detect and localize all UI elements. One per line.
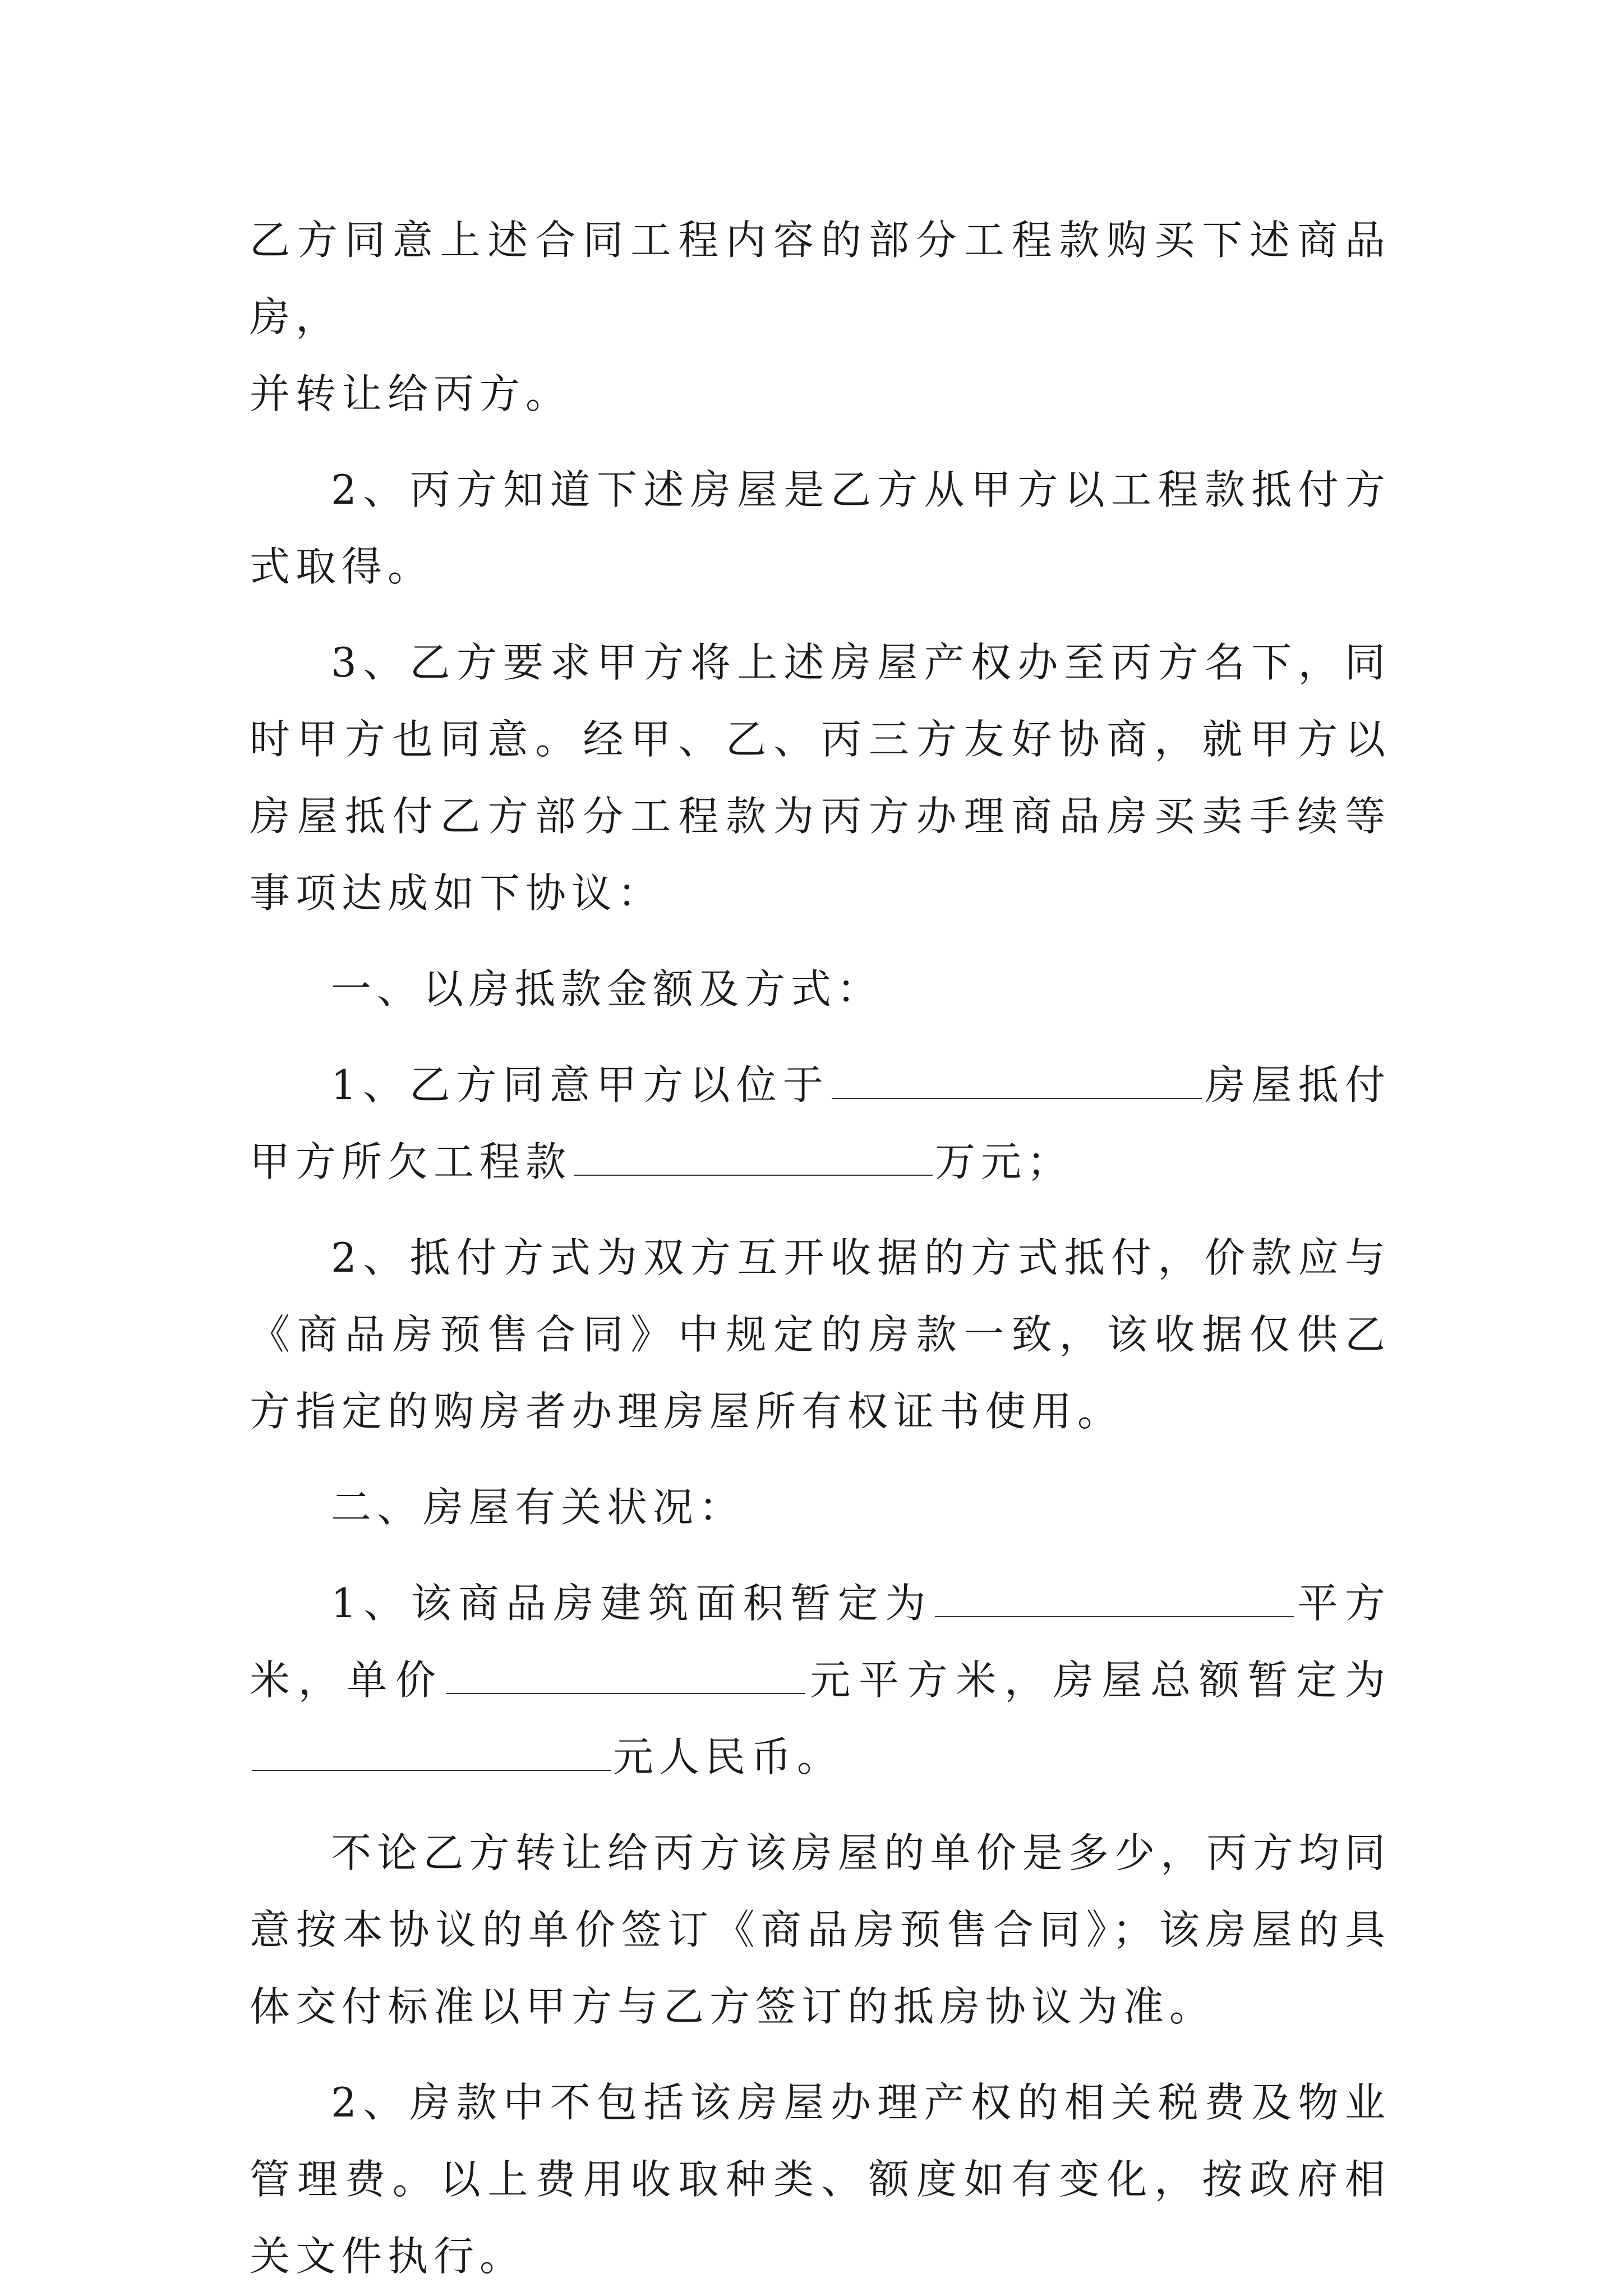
area-blank[interactable] — [935, 1578, 1294, 1617]
paragraph-fees: 2、房款中不包括该房屋办理产权的相关税费及物业管理费。以上费用收取种类、额度如有变化，按政府相关文件执行。 — [250, 2079, 1391, 2280]
offset-text-a: 1、乙方同意甲方以位于 — [331, 1061, 830, 1108]
amount-blank[interactable] — [574, 1137, 933, 1176]
location-blank[interactable] — [832, 1060, 1202, 1099]
section-heading-2: 二、房屋有关状况： — [331, 1484, 745, 1531]
intro-line-2: 并转让给丙方。 — [250, 370, 572, 417]
area-text-a: 1、该商品房建筑面积暂定为 — [331, 1580, 933, 1627]
area-text-b: 平方米， — [250, 1580, 1391, 1704]
paragraph-clause-2: 2、丙方知道下述房屋是乙方从甲方以工程款抵付方式取得。 — [250, 466, 1391, 590]
total-amount-blank[interactable] — [252, 1732, 611, 1771]
offset-text-c: 万元； — [935, 1138, 1073, 1185]
paragraph-offset-amount — [250, 1047, 1391, 1200]
section-heading-1: 一、以房抵款金额及方式： — [331, 965, 883, 1013]
unit-price-label: 单价 — [347, 1657, 444, 1704]
paragraph-clause-3: 3、乙方要求甲方将上述房屋产权办至丙方名下，同时甲方也同意。经甲、乙、丙三方友好协商，就甲方以房屋抵付乙方部分工程款为丙方办理商品房买卖手续等事项达成如下协议： — [250, 639, 1391, 917]
intro-line-1: 乙方同意上述合同工程内容的部分工程款购买下述商品房， — [250, 217, 1391, 341]
paragraph-payment-method: 2、抵付方式为双方互开收据的方式抵付，价款应与《商品房预售合同》中规定的房款一致，该收据仅供乙方指定的购房者办理房屋所有权证书使用。 — [250, 1234, 1391, 1435]
area-text-e: 元人民币。 — [613, 1733, 843, 1780]
paragraph-intro — [250, 202, 1391, 432]
paragraph-unit-price-agreement: 不论乙方转让给丙方该房屋的单价是多少，丙方均同意按本协议的单价签订《商品房预售合同》；该房屋的具体交付标准以甲方与乙方签订的抵房协议为准。 — [250, 1829, 1391, 2030]
paragraph-area-price — [250, 1565, 1391, 1796]
area-text-d: 元平方米，房屋总额暂定为 — [807, 1657, 1391, 1704]
unit-price-blank[interactable] — [446, 1655, 805, 1694]
offset-text-b: 房屋抵付甲方所欠工程款 — [250, 1061, 1391, 1185]
document-body — [250, 202, 1391, 2295]
